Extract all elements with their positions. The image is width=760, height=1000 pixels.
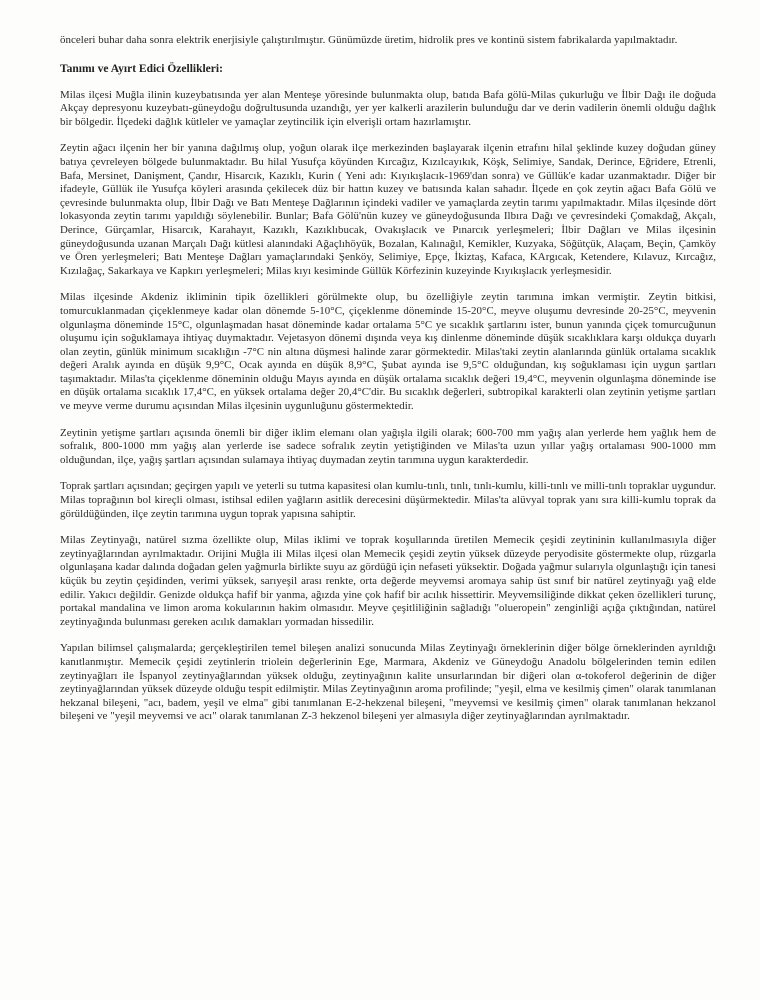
paragraph-rainfall: Zeytinin yetişme şartları açısında önemli bir diğer iklim elemanı olan yağışla ilgili olarak; 600-700 mm yağış alan yerlerde hem yağlık hem de sofralık, 800-1000 mm yağış alan yerlerde ise sadece sofralık zeytin yetiştiğinden ve Milas'ta uzun yıllar yağış ortalaması 900-1000 mm olduğundan, ilçe, yağış şartları açısından sulamaya ihtiyaç duymadan zeytin tarımına uygun karakterdedir. — [60, 426, 716, 466]
paragraph-climate: Milas ilçesinde Akdeniz ikliminin tipik özellikleri görülmekte olup, bu özelliğiyle zeytin tarımına imkan vermiştir. Zeytin bitkisi, tomurcuklanmadan çiçeklenmeye kadar olan dönemde 5-10°C, çiçeklenme döneminde 15-20°C, meyve oluşumu devresinde 20-25°C, meyvenin olgunlaşma döneminde 15°C, olgunlaşmadan hasat döneminde kadar ortalama 5°C ye sıcaklık şartlarını ister, bunun yanında çiçek tomurcuğunun oluşumu için soğuklamaya ihtiyaç duymaktadır. Vejetasyon dönemi dışında veya kış dinlenme döneminde düşük sıcaklıklara karşı oldukça duyarlı olan zeytin, günlük minimum sıcaklığın -7°C nin altına düşmesi halinde zarar görmektedir. Milas'taki zeytin alanlarında günlük ortalama sıcaklık değeri Aralık ayında en düşük 9,9°C, Ocak ayında en düşük 8,9°C, Şubat ayında ise 9,5°C olduğundan, kış soğuklaması için uygun şartları taşımaktadır. Milas'ta çiçeklenme döneminin olduğu Mayıs ayında en düşük ortalama sıcaklık değeri 19,4°C, meyvenin olgunlaşma döneminde ise en düşük ortalama sıcaklık 17,4°C, en yüksek ortalama değer 20,4°C'dir. Bu sıcaklık değerleri, subtropikal karakterli olan zeytinin yetişme şartları ve meyve verme durumu açısından Milas ilçesinin uygunluğunu göstermektedir. — [60, 291, 716, 413]
intro-paragraph: önceleri buhar daha sonra elektrik enerjisiyle çalıştırılmıştır. Günümüzde üretim, hidrolik pres ve kontinü sistem fabrikalarda yapılmaktadır. — [60, 34, 678, 46]
paragraph-geography: Milas ilçesi Muğla ilinin kuzeybatısında yer alan Menteşe yöresinde bulunmakta olup, batıda Bafa gölü-Milas çukurluğu ve İlbir Dağı ile doğuda Akçay depresyonu kuzeybatı-güneydoğu doğrultusunda uzandığı, yer yer kalkerli arazilerin bulunduğu dar ve derin vadilerin önemli olduğu dağlık bir bölgedir. İlçedeki dağlık kütleler ve yamaçlar zeytincilik için elverişli ortam hazırlamıştır. — [60, 88, 716, 128]
document-body — [60, 34, 716, 736]
section-heading: Tanımı ve Ayırt Edici Özellikleri: — [60, 62, 223, 75]
paragraph-scientific-studies: Yapılan bilimsel çalışmalarda; gerçekleştirilen temel bileşen analizi sonucunda Milas Zeytinyağı örneklerinin diğer bölge örneklerinden ayrıldığı kanıtlanmıştır. Memecik çeşidi zeytinlerin triolein değerlerinin Ege, Marmara, Akdeniz ve Güneydoğu Anadolu bölgelerinden temin edilen zeytinyağları ile İspanyol zeytinyağlarından yüksek olduğu, zeytinyağının kalite unsurlarından bir diğeri olan α-tokoferol değerinin de diğer zeytinyağlarından yüksek düzeyde olduğu tespit edilmiştir. Milas Zeytinyağının aroma profilinde; "yeşil, elma ve kesilmiş çimen" olarak tanımlanan hekzanal bileşeni, "acı, badem, yeşil ve elma" gibi tanımlanan E-2-hekzenal bileşeni, "meyvemsi ve kesilmiş çimen" olarak tanımlanan hekzanol bileşeni ve "yeşil meyvemsi ve acı" olarak tanımlanan Z-3 hekzenol bileşeni yer almasıyla diğer zeytinyağlarından ayrılmaktadır. — [60, 642, 716, 723]
paragraph-soil: Toprak şartları açısından; geçirgen yapılı ve yeterli su tutma kapasitesi olan kumlu-tınlı, tınlı, tınlı-kumlu, killi-tınlı ve milli-tınlı topraklar uygundur. Milas toprağının bol kireçli olması, istihsal edilen yağların asitlik derecesini düşürmektedir. Milas'ta alüvyal toprak yanı sıra killi-kumlu toprak da görüldüğünden, ilçe zeytin tarımına uygun toprak yapısına sahiptir. — [60, 480, 717, 520]
paragraph-olive-distribution: Zeytin ağacı ilçenin her bir yanına dağılmış olup, yoğun olarak ilçe merkezinden başlayarak ilçenin etrafını hilal şeklinde kuzey doğudan güney batıya çevreleyen bölgede bulunmaktadır. Bu hilal Yusufça köyünden Kırcağız, Kızılcayıkık, Köşk, Selimiye, Sandak, Derince, Eğridere, Etrenli, Bafa, Mersinet, Danişment, Çandır, Hisarcık, Kazıklı, Kurin ( Yeni adı: Kıyıkışlacık-1969'dan sonra) ve Güllük'e kadar uzanmaktadır. Diğer bir ifadeyle, Güllük ile Yusufça köyleri arasında çekilecek düz bir hattın kuzey ve batısında kalan sahadır. İlçede en çok zeytin ağacı Bafa Gölü ve çevresinde bulunmakta olup, İlbir Dağı ve Batı Menteşe Dağlarının içindeki vadiler ve yamaçlarda zeytin tarımı yapılmaktadır. Milas ilçesinde dört lokasyonda zeytin tarımı yapıldığı söylenebilir. Bunlar; Bafa Gölü'nün kuzey ve güneydoğusunda Ilbıra Dağı ve çevresindeki Çomakdağ, Akçalı, Derince, Gürçamlar, Hisarcık, Karahayıt, Kazıklı, Kazıklıbucak, Ovakışlacık ve Pınarcık yerleşmeleri; İlbir Dağları ve Milas ilçesinin güneydoğusunda uzanan Marçalı Dağı kütlesi alanındaki Ağaçlıhöyük, Bozalan, Kalınağıl, Kemikler, Kuzyaka, Söğütçük, Alaçam, Beçin, Çamköy ve Ören yerleşmeleri; Batı Menteşe Dağları yamaçlarındaki Şenköy, Selimiye, Epçe, İkiztaş, Kafaca, KArgıcak, Ketendere, Kılavuz, Kırcağız, Kızılağaç, Sakarkaya ve Kapkırı yerleşmeleri; Milas kıyı kesiminde Güllük Körfezinin kuzeyinde Kıyıkışlacık yerleşmesidir. — [60, 142, 716, 277]
paragraph-olive-oil-properties: Milas Zeytinyağı, natürel sızma özellikte olup, Milas iklimi ve toprak koşullarında üretilen Memecik çeşidi zeytininin kullanılmasıyla diğer zeytinyağlarından ayrılmaktadır. Orijini Muğla ili Milas ilçesi olan Memecik çeşidi zeytin yüksek düzeyde peryodisite göstermekte olup, rüzgarla olgunlaşana kadar dalında doğadan gelen yağmurla birlikte suyu az gördüğü için nefaseti yüksektir. Doğada yağmur sularıyla olgunlaştığı için tanesi küçük bu zeytin çeşidinden, verimi yüksek, sarıyeşil arası renkte, orta değerde meyvemsi aromaya sahip üst sınıf bir natürel zeytinyağı yağ elde edilir. Yakıcı değildir. Genizde oldukça hafif bir yanma, ağızda yine çok hafif bir acılık hissettirir. Meyvemsiliğinde dikkat çeken özellikleri turunç, portakal mandalina ve limon aroma kokularının hakim olmasıdır. Meyve çeşitliliğinin sağladığı "olueropein" zenginliği açığa çıktığından, natürel zeytinyağında bulunması gereken acılık damakları yormadan hissedilir. — [60, 534, 716, 628]
